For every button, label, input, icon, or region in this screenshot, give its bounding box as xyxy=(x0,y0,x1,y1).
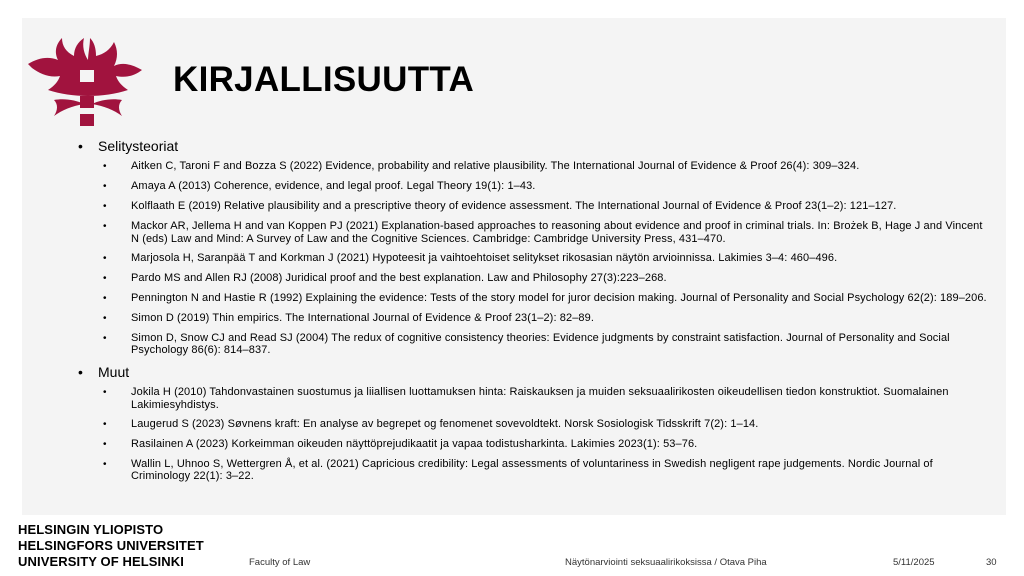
bullet-dot-icon: • xyxy=(103,438,107,450)
university-name-fi: HELSINGIN YLIOPISTO xyxy=(18,522,164,537)
list-item: • Rasilainen A (2023) Korkeimman oikeuden näyttöprejudikaatit ja vapaa todistusharkinta. Lakimies 2023(1): 53–76. xyxy=(78,438,988,452)
bullet-dot-icon: • xyxy=(103,272,107,284)
section-heading-muut: • Muut xyxy=(78,364,130,380)
list-item: • Wallin L, Uhnoo S, Wettergren Å, et al. (2021) Capricious credibility: Legal assessments of voluntariness in Swedish negligent rape judgements. Nordic Journal of Criminology 22(1): 3–22. xyxy=(78,458,988,483)
list-item: • Simon D, Snow CJ and Read SJ (2004) The redux of cognitive consistency theories: Evidence judgments by constraint satisfaction. Journal of Personality and Social Psychology 86(6): 814–837. xyxy=(78,332,988,357)
list-item: • Kolflaath E (2019) Relative plausibility and a prescriptive theory of evidence assessment. The International Journal of Evidence & Proof 23(1–2): 121–127. xyxy=(78,200,988,214)
bullet-dot-icon: • xyxy=(103,332,107,344)
bullet-dot-icon: • xyxy=(103,161,107,172)
list-item: • Aitken C, Taroni F and Bozza S (2022) Evidence, probability and relative plausibility. The International Journal of Evidence & Proof 26(4): 309–324. xyxy=(78,160,988,174)
footer-date: 5/11/2025 xyxy=(893,557,935,568)
university-name xyxy=(18,522,204,570)
list-item: • Mackor AR, Jellema H and van Koppen PJ (2021) Explanation-based approaches to reasoning about evidence and proof in criminal trials. In: Brożek B, Hage J and Vincent N (eds) Law and Mind: A Survey of Law and the Cognitive Sciences. Cambridge: Cambridge University Press, 431–470. xyxy=(78,220,988,245)
slide-title: KIRJALLISUUTTA xyxy=(173,60,475,99)
footer-faculty: Faculty of Law xyxy=(249,557,311,568)
bullet-dot-icon: • xyxy=(103,221,107,232)
list-item: • Pennington N and Hastie R (1992) Explaining the evidence: Tests of the story model for juror decision making. Journal of Personality and Social Psychology 62(2): 189–206. xyxy=(78,292,988,306)
university-name-sv: HELSINGFORS UNIVERSITET xyxy=(18,538,204,553)
bullet-dot-icon: • xyxy=(103,312,107,324)
list-item: • Jokila H (2010) Tahdonvastainen suostumus ja liiallisen luottamuksen hinta: Raiskauksen ja muiden seksuaalirikosten oikeudellisen tiedon konstruktiot. Suomalainen Lakimiesyhdistys. xyxy=(78,386,988,411)
section-heading-selitysteoriat: • Selitysteoriat xyxy=(78,138,179,154)
reference-list xyxy=(78,137,988,489)
bullet-dot-icon: • xyxy=(103,252,107,264)
bullet-dot-icon: • xyxy=(103,418,107,430)
footer-page-number: 30 xyxy=(986,557,997,568)
list-item: • Amaya A (2013) Coherence, evidence, and legal proof. Legal Theory 19(1): 1–43. xyxy=(78,180,988,194)
muut-references xyxy=(78,386,988,483)
bullet-dot-icon: • xyxy=(103,292,107,304)
bullet-dot-icon: • xyxy=(78,138,83,154)
bullet-dot-icon: • xyxy=(103,201,107,212)
list-item: • Marjosola H, Saranpää T and Korkman J (2021) Hypoteesit ja vaihtoehtoiset selitykset rikosasian näytön arvioinnissa. Lakimies 3–4: 460–496. xyxy=(78,252,988,266)
university-name-en: UNIVERSITY OF HELSINKI xyxy=(18,554,184,569)
list-item: • Pardo MS and Allen RJ (2008) Juridical proof and the best explanation. Law and Philosophy 27(3):223–268. xyxy=(78,272,988,286)
university-flame-logo-icon xyxy=(24,34,146,134)
selitysteoriat-references xyxy=(78,160,988,357)
bullet-dot-icon: • xyxy=(103,458,107,470)
bullet-dot-icon: • xyxy=(78,364,83,380)
list-item: • Simon D (2019) Thin empirics. The International Journal of Evidence & Proof 23(1–2): 82–89. xyxy=(78,312,988,326)
bullet-dot-icon: • xyxy=(103,387,107,398)
footer-talk-title: Näytönarviointi seksuaalirikoksissa / Otava Piha xyxy=(565,557,767,568)
bullet-dot-icon: • xyxy=(103,181,107,192)
list-item: • Laugerud S (2023) Søvnens kraft: En analyse av begrepet og fenomenet sovevoldtekt. Norsk Sosiologisk Tidsskrift 7(2): 1–14. xyxy=(78,418,988,432)
